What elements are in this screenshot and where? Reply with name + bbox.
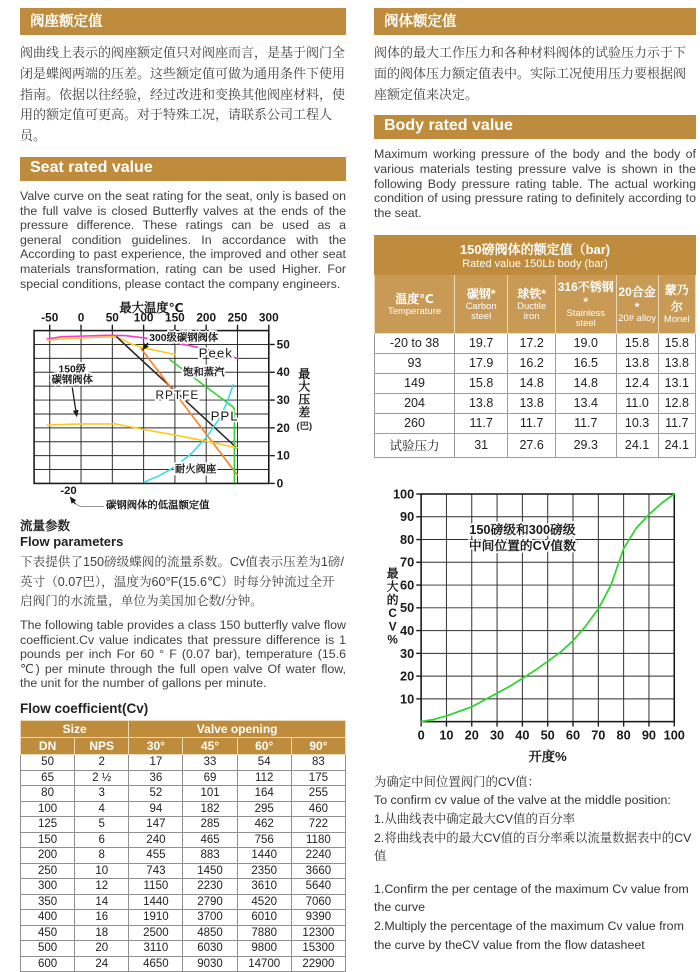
svg-text:C: C [388, 606, 397, 620]
flow-params-title-en: Flow parameters [20, 534, 124, 550]
svg-text:300: 300 [258, 311, 279, 326]
table-cell: 1150 [129, 879, 183, 895]
body-column-header: 温度℃ Temperature [375, 274, 455, 333]
svg-text:的: 的 [386, 593, 399, 607]
table-cell: 2240 [291, 848, 345, 864]
section-header-seat-cn: 阀座额定值 [20, 8, 346, 35]
table-cell: 295 [237, 801, 291, 817]
table-row [375, 433, 696, 457]
table-cell: 13.8 [455, 393, 508, 413]
cv-note-line: 2.将曲线表中的最大CV值的百分率乘以流量数据表中的CV值 [374, 830, 692, 864]
table-row [21, 848, 346, 864]
table-row [21, 770, 346, 786]
svg-text:碳钢阀体的低温额定值: 碳钢阀体的低温额定值 [106, 500, 210, 512]
body-paragraph-en: Maximum working pressure of the body and the body of various materials testing pressure valve is shown in the following Body pressure rating table. The actual working condition of using pressure rating to definitely according to the seat. [374, 147, 696, 220]
cv-note-line: To confirm cv value of the valve at the middle position: [374, 793, 671, 808]
table-cell: 14700 [237, 956, 291, 972]
table-cell: 10 [75, 863, 129, 879]
table-cell: 743 [129, 863, 183, 879]
body-column-header: 球铁* Ductile iron [508, 274, 556, 333]
table-cell: 7880 [237, 925, 291, 941]
table-cell: 8 [75, 848, 129, 864]
table-cell: 19.0 [555, 333, 616, 353]
table-cell: 1910 [129, 910, 183, 926]
flow-table-title: Flow coefficient(Cv) [20, 701, 149, 717]
flow-params-title-cn: 流量参数 [20, 519, 71, 534]
table-cell: 65 [21, 770, 75, 786]
svg-text:0: 0 [77, 311, 85, 326]
table-cell: 149 [375, 373, 455, 393]
table-cell: 13.4 [555, 393, 616, 413]
svg-text:40: 40 [515, 727, 530, 743]
table-cell: 17.2 [508, 333, 556, 353]
body-table-title [375, 235, 696, 274]
svg-text:饱和蒸汽: 饱和蒸汽 [183, 367, 225, 379]
flow-column-header: 30° [129, 738, 183, 755]
svg-text:20: 20 [400, 668, 415, 684]
table-cell: 9030 [183, 956, 237, 972]
svg-text:70: 70 [400, 554, 415, 570]
svg-text:300级碳钢阀体: 300级碳钢阀体 [149, 333, 219, 345]
table-cell: 6 [75, 832, 129, 848]
svg-text:%: % [387, 633, 398, 647]
table-cell: 5640 [291, 879, 345, 895]
table-cell: 27.6 [508, 433, 556, 457]
svg-text:Peek: Peek [198, 345, 233, 361]
table-cell: 11.7 [455, 413, 508, 433]
svg-text:80: 80 [400, 531, 415, 547]
flow-column-header: 45° [183, 738, 237, 755]
table-cell: 24.1 [616, 433, 658, 457]
body-column-header-row [375, 274, 696, 333]
svg-text:10: 10 [276, 448, 290, 463]
table-cell: 52 [129, 786, 183, 802]
table-cell: 20 [75, 941, 129, 957]
flow-paragraph-cn: 下表提供了150磅级蝶阀的流量系数。Cv值表示压差为1磅/英寸（0.07巴），温度为60°F(15.6℃）时每分钟流过全开启阀门的水流量，单位为美国加仑数/分钟。 [20, 555, 344, 609]
table-row [21, 755, 346, 771]
svg-text:0: 0 [417, 727, 425, 743]
flow-group-header-opening: Valve opening [129, 721, 346, 738]
table-cell: 2350 [237, 863, 291, 879]
seat-paragraph-en: Valve curve on the seat rating for the seat, only is based on the full valve is closed Butterfly valves at the ends of the pressure difference. These ratings can be used as a general condition guidelines. In accordance with the According to past experience, the improved and other seat materials transformation, rating can be used Higher. For special conditions, please contact the company engineers. [20, 188, 346, 291]
body-column-header: 316不锈钢* Stainless steel [555, 274, 616, 333]
svg-text:150磅级和300磅级: 150磅级和300磅级 [469, 521, 576, 537]
table-cell: 255 [291, 786, 345, 802]
table-cell: 11.7 [508, 413, 556, 433]
table-cell: 112 [237, 770, 291, 786]
body-table-title-cn: 150磅阀体的额定值（bar) [459, 241, 611, 257]
table-cell: 试验压力 [375, 433, 455, 457]
table-cell: 3110 [129, 941, 183, 957]
svg-text:70: 70 [591, 727, 606, 743]
svg-text:-50: -50 [41, 311, 59, 326]
table-cell: 164 [237, 786, 291, 802]
table-cell: 12.4 [616, 373, 658, 393]
flow-column-header: NPS [75, 738, 129, 755]
table-row [21, 832, 346, 848]
svg-text:100: 100 [392, 486, 415, 502]
table-cell: 883 [183, 848, 237, 864]
table-cell: 4650 [129, 956, 183, 972]
table-cell: 12300 [291, 925, 345, 941]
table-cell: 15.8 [658, 333, 695, 353]
svg-text:大: 大 [298, 380, 311, 395]
svg-text:30: 30 [276, 393, 290, 408]
svg-text:150: 150 [165, 311, 185, 326]
table-cell: 24.1 [658, 433, 695, 457]
svg-text:100: 100 [663, 727, 685, 743]
body-column-header: 蒙乃尔 Monel [658, 274, 695, 333]
svg-text:RPTFE: RPTFE [155, 388, 200, 403]
svg-text:150级: 150级 [58, 364, 87, 376]
svg-text:80: 80 [616, 727, 631, 743]
svg-text:开度%: 开度% [528, 748, 567, 764]
table-cell: 16 [75, 910, 129, 926]
table-cell: 101 [183, 786, 237, 802]
table-cell: 200 [21, 848, 75, 864]
table-cell: 1440 [129, 894, 183, 910]
svg-text:(巴): (巴) [296, 421, 313, 432]
table-cell: 9800 [237, 941, 291, 957]
table-row [21, 863, 346, 879]
table-cell: 2 ½ [75, 770, 129, 786]
svg-text:中间位置的CV值数: 中间位置的CV值数 [468, 537, 576, 553]
svg-text:10: 10 [439, 727, 454, 743]
cv-note-line: 2.Multiply the percentage of the maximum Cv value from the curve by theCV value from the flow datasheet [374, 919, 684, 952]
svg-text:10: 10 [400, 691, 415, 707]
table-cell: 756 [237, 832, 291, 848]
table-cell: 13.8 [508, 393, 556, 413]
table-cell: 17 [129, 755, 183, 771]
table-cell: 19.7 [455, 333, 508, 353]
table-cell: 12 [75, 879, 129, 895]
svg-text:大: 大 [386, 580, 399, 594]
flow-column-header: DN [21, 738, 75, 755]
table-cell: 400 [21, 910, 75, 926]
svg-text:差: 差 [298, 405, 311, 420]
table-cell: 1440 [237, 848, 291, 864]
seat-rating-chart [20, 301, 346, 514]
table-cell: 29.3 [555, 433, 616, 457]
table-row [21, 786, 346, 802]
table-cell: 100 [21, 801, 75, 817]
table-cell: 455 [129, 848, 183, 864]
table-cell: 9390 [291, 910, 345, 926]
table-cell: 2500 [129, 925, 183, 941]
flow-coefficient-table [20, 720, 346, 972]
table-cell: 5 [75, 817, 129, 833]
table-cell: 240 [129, 832, 183, 848]
table-cell: 350 [21, 894, 75, 910]
table-cell: 31 [455, 433, 508, 457]
table-row [21, 910, 346, 926]
svg-text:50: 50 [105, 311, 119, 326]
svg-text:20: 20 [276, 421, 290, 436]
table-row [21, 817, 346, 833]
table-cell: 54 [237, 755, 291, 771]
cv-percentage-chart [376, 482, 688, 767]
table-cell: 6030 [183, 941, 237, 957]
table-cell: 10.3 [616, 413, 658, 433]
table-cell: 147 [129, 817, 183, 833]
table-row [375, 393, 696, 413]
table-cell: 722 [291, 817, 345, 833]
svg-text:40: 40 [400, 622, 415, 638]
body-table-body [375, 333, 696, 457]
table-cell: 18 [75, 925, 129, 941]
svg-text:50: 50 [276, 337, 290, 352]
table-cell: 6010 [237, 910, 291, 926]
table-cell: 2 [75, 755, 129, 771]
table-cell: 11.7 [555, 413, 616, 433]
svg-text:30: 30 [489, 727, 505, 743]
cv-notes [374, 773, 696, 954]
table-cell: 93 [375, 353, 455, 373]
svg-text:90: 90 [400, 508, 415, 524]
table-cell: 7060 [291, 894, 345, 910]
table-cell: 17.9 [455, 353, 508, 373]
table-cell: 33 [183, 755, 237, 771]
table-row [21, 801, 346, 817]
body-paragraph-cn: 阀体的最大工作压力和各种材料阀体的试验压力示于下面的阀体压力额定值表中。实际工况使用压力要根据阀座额定值来决定。 [374, 45, 687, 102]
cv-note-line: 为确定中间位置阀门的CV值： [374, 774, 540, 789]
section-header-seat-en: Seat rated value [20, 157, 346, 181]
table-cell: 3 [75, 786, 129, 802]
table-cell: 13.1 [658, 373, 695, 393]
table-cell: 94 [129, 801, 183, 817]
svg-text:PPL: PPL [210, 408, 239, 424]
svg-text:200: 200 [196, 311, 217, 326]
table-cell: 125 [21, 817, 75, 833]
table-cell: 16.2 [508, 353, 556, 373]
table-cell: 1180 [291, 832, 345, 848]
flow-table-body [21, 755, 346, 972]
svg-text:60: 60 [400, 577, 415, 593]
flow-column-header-row [21, 738, 346, 755]
table-cell: 182 [183, 801, 237, 817]
svg-text:最: 最 [386, 567, 399, 581]
table-cell: 36 [129, 770, 183, 786]
svg-text:碳钢阀体: 碳钢阀体 [51, 375, 93, 387]
section-header-body-cn: 阀体额定值 [374, 8, 696, 35]
svg-text:90: 90 [641, 727, 657, 743]
body-column-header: 20合金* 20# alloy [616, 274, 658, 333]
table-cell: 14.8 [555, 373, 616, 393]
body-table-title-en: Rated value 150Lb body (bar) [462, 257, 608, 270]
table-cell: 14.8 [508, 373, 556, 393]
svg-text:30: 30 [400, 645, 415, 661]
table-cell: 15300 [291, 941, 345, 957]
svg-text:50: 50 [540, 727, 555, 743]
seat-paragraph-cn: 阀曲线上表示的阀座额定值只对阀座而言，是基于阀门全闭是蝶阀两端的压差。这些额定值可做为通用条件下使用指南。依据以往经验，经过改进和变换其他阀座材料，使用的额定值可更高。对于特殊工况，请联系公司工程人员。 [20, 45, 346, 144]
table-row [21, 925, 346, 941]
table-cell: 500 [21, 941, 75, 957]
table-cell: 260 [375, 413, 455, 433]
table-cell: 285 [183, 817, 237, 833]
table-cell: 4850 [183, 925, 237, 941]
table-cell: 2230 [183, 879, 237, 895]
table-cell: 83 [291, 755, 345, 771]
svg-text:40: 40 [276, 365, 290, 380]
table-cell: 250 [21, 863, 75, 879]
table-row [375, 413, 696, 433]
table-cell: 465 [183, 832, 237, 848]
table-cell: 300 [21, 879, 75, 895]
body-rating-table [374, 235, 696, 458]
table-cell: 22900 [291, 956, 345, 972]
table-cell: 175 [291, 770, 345, 786]
svg-text:50: 50 [400, 600, 415, 616]
svg-text:V: V [388, 620, 397, 634]
svg-text:60: 60 [565, 727, 581, 743]
table-cell: 12.8 [658, 393, 695, 413]
flow-column-header: 90° [291, 738, 345, 755]
table-cell: 15.8 [455, 373, 508, 393]
body-column-header: 碳钢* Carbon steel [455, 274, 508, 333]
table-cell: 1450 [183, 863, 237, 879]
table-cell: 204 [375, 393, 455, 413]
table-row [375, 353, 696, 373]
table-cell: 14 [75, 894, 129, 910]
table-cell: 3660 [291, 863, 345, 879]
flow-paragraph-en: The following table provides a class 150 butterfly valve flow coefficient.Cv value indicates that pressure difference is 1 pounds per inch For 60 ° F (0.07 bar), temperature (15.6 ℃) per minute through the full open valve Of water flow, the unit for the number of gallons per minute. [20, 617, 346, 691]
table-row [21, 894, 346, 910]
table-cell: 16.5 [555, 353, 616, 373]
svg-text:250: 250 [227, 311, 248, 326]
right-column [374, 8, 696, 954]
spacer [374, 866, 696, 880]
table-cell: 600 [21, 956, 75, 972]
svg-text:耐火阀座: 耐火阀座 [174, 464, 217, 476]
svg-text:-20: -20 [60, 485, 77, 498]
table-cell: 460 [291, 801, 345, 817]
table-row [375, 333, 696, 353]
table-cell: 450 [21, 925, 75, 941]
svg-text:100: 100 [133, 311, 154, 326]
table-row [375, 373, 696, 393]
table-cell: 50 [21, 755, 75, 771]
table-cell: -20 to 38 [375, 333, 455, 353]
table-cell: 4 [75, 801, 129, 817]
table-cell: 4520 [237, 894, 291, 910]
table-cell: 2790 [183, 894, 237, 910]
table-cell: 11.0 [616, 393, 658, 413]
table-cell: 150 [21, 832, 75, 848]
table-row [21, 941, 346, 957]
table-cell: 13.8 [658, 353, 695, 373]
table-cell: 15.8 [616, 333, 658, 353]
section-header-body-en: Body rated value [374, 115, 696, 139]
cv-note-line: 1.从曲线表中确定最大CV值的百分率 [374, 811, 576, 826]
table-cell: 13.8 [616, 353, 658, 373]
table-cell: 24 [75, 956, 129, 972]
table-cell: 80 [21, 786, 75, 802]
table-cell: 462 [237, 817, 291, 833]
cv-note-line: 1.Confirm the per centage of the maximum Cv value from the curve [374, 881, 689, 915]
svg-text:最: 最 [298, 367, 311, 382]
flow-column-header: 60° [237, 738, 291, 755]
table-cell: 3610 [237, 879, 291, 895]
table-cell: 11.7 [658, 413, 695, 433]
table-row [21, 879, 346, 895]
svg-text:20: 20 [464, 727, 479, 743]
flow-group-header-size: Size [21, 721, 129, 738]
svg-text:最大温度℃: 最大温度℃ [119, 301, 184, 316]
table-row [21, 956, 346, 972]
table-cell: 69 [183, 770, 237, 786]
svg-text:0: 0 [276, 476, 284, 491]
svg-text:压: 压 [298, 392, 311, 407]
left-column [20, 8, 346, 972]
table-cell: 3700 [183, 910, 237, 926]
